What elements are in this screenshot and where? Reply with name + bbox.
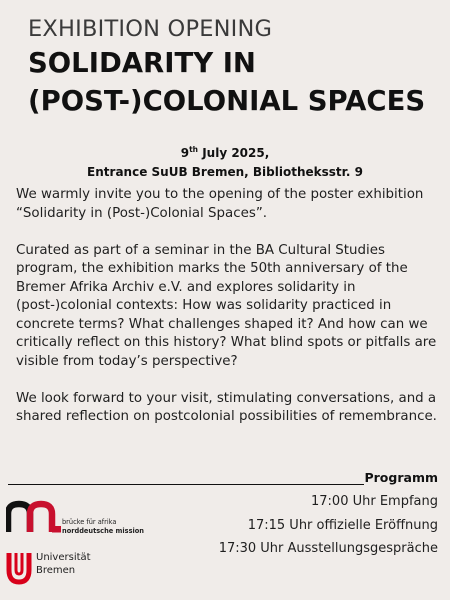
event-location: Entrance SuUB Bremen, Bibliotheksstr. 9 — [87, 165, 363, 179]
invitation-body — [16, 186, 442, 445]
uni-wordmark — [36, 552, 91, 577]
schedule-item: 17:15 Uhr offizielle Eröffnung — [247, 517, 438, 533]
programme-heading: Programm — [364, 470, 438, 485]
date-rest: July 2025, — [198, 146, 270, 160]
divider — [8, 484, 364, 485]
bfa-wordmark — [62, 518, 144, 536]
date-day: 9 — [180, 146, 190, 160]
schedule-item: 17:30 Uhr Ausstellungsgespräche — [218, 541, 438, 556]
date-ordinal: th — [189, 145, 199, 154]
event-details — [0, 140, 450, 182]
uni-bremen-mark-icon — [6, 550, 32, 586]
event-date — [0, 140, 450, 163]
programme-schedule — [219, 490, 438, 561]
uni-line-1: Universität — [36, 552, 91, 563]
description-paragraph: Curated as part of a seminar in the BA Cultural Studies program, the exhibition marks the 50th anniversary of the Bremer Afrika Archiv e.V. and explores solidarity in (post-)colonial contexts: How was solidarity practiced in concrete terms? What challenges shaped it? And how can we critically reflect on this history? What blind spots or pitfalls are visible from today’s perspective? — [16, 242, 437, 369]
uni-line-2: Bremen — [36, 564, 76, 576]
closing-paragraph: We look forward to your visit, stimulating conversations, and a shared reflection on postcolonial possibilities of remembrance. — [16, 390, 437, 424]
university-bremen-logo — [6, 550, 136, 594]
bfa-subname: norddeutsche mission — [62, 527, 144, 535]
nm-mark-icon — [6, 500, 62, 536]
intro-paragraph: We warmly invite you to the opening of the poster exhibition “Solidarity in (Post-)Colonial Spaces”. — [16, 187, 424, 221]
title-line-1: SOLIDARITY IN — [28, 47, 256, 79]
bruecke-fuer-afrika-logo — [6, 496, 166, 542]
title-line-2: (POST-)COLONIAL SPACES — [28, 85, 426, 117]
page-title — [28, 44, 443, 120]
kicker-heading: EXHIBITION OPENING — [28, 16, 273, 42]
bfa-name: brücke für afrika — [62, 518, 117, 526]
schedule-item: 17:00 Uhr Empfang — [311, 494, 438, 509]
